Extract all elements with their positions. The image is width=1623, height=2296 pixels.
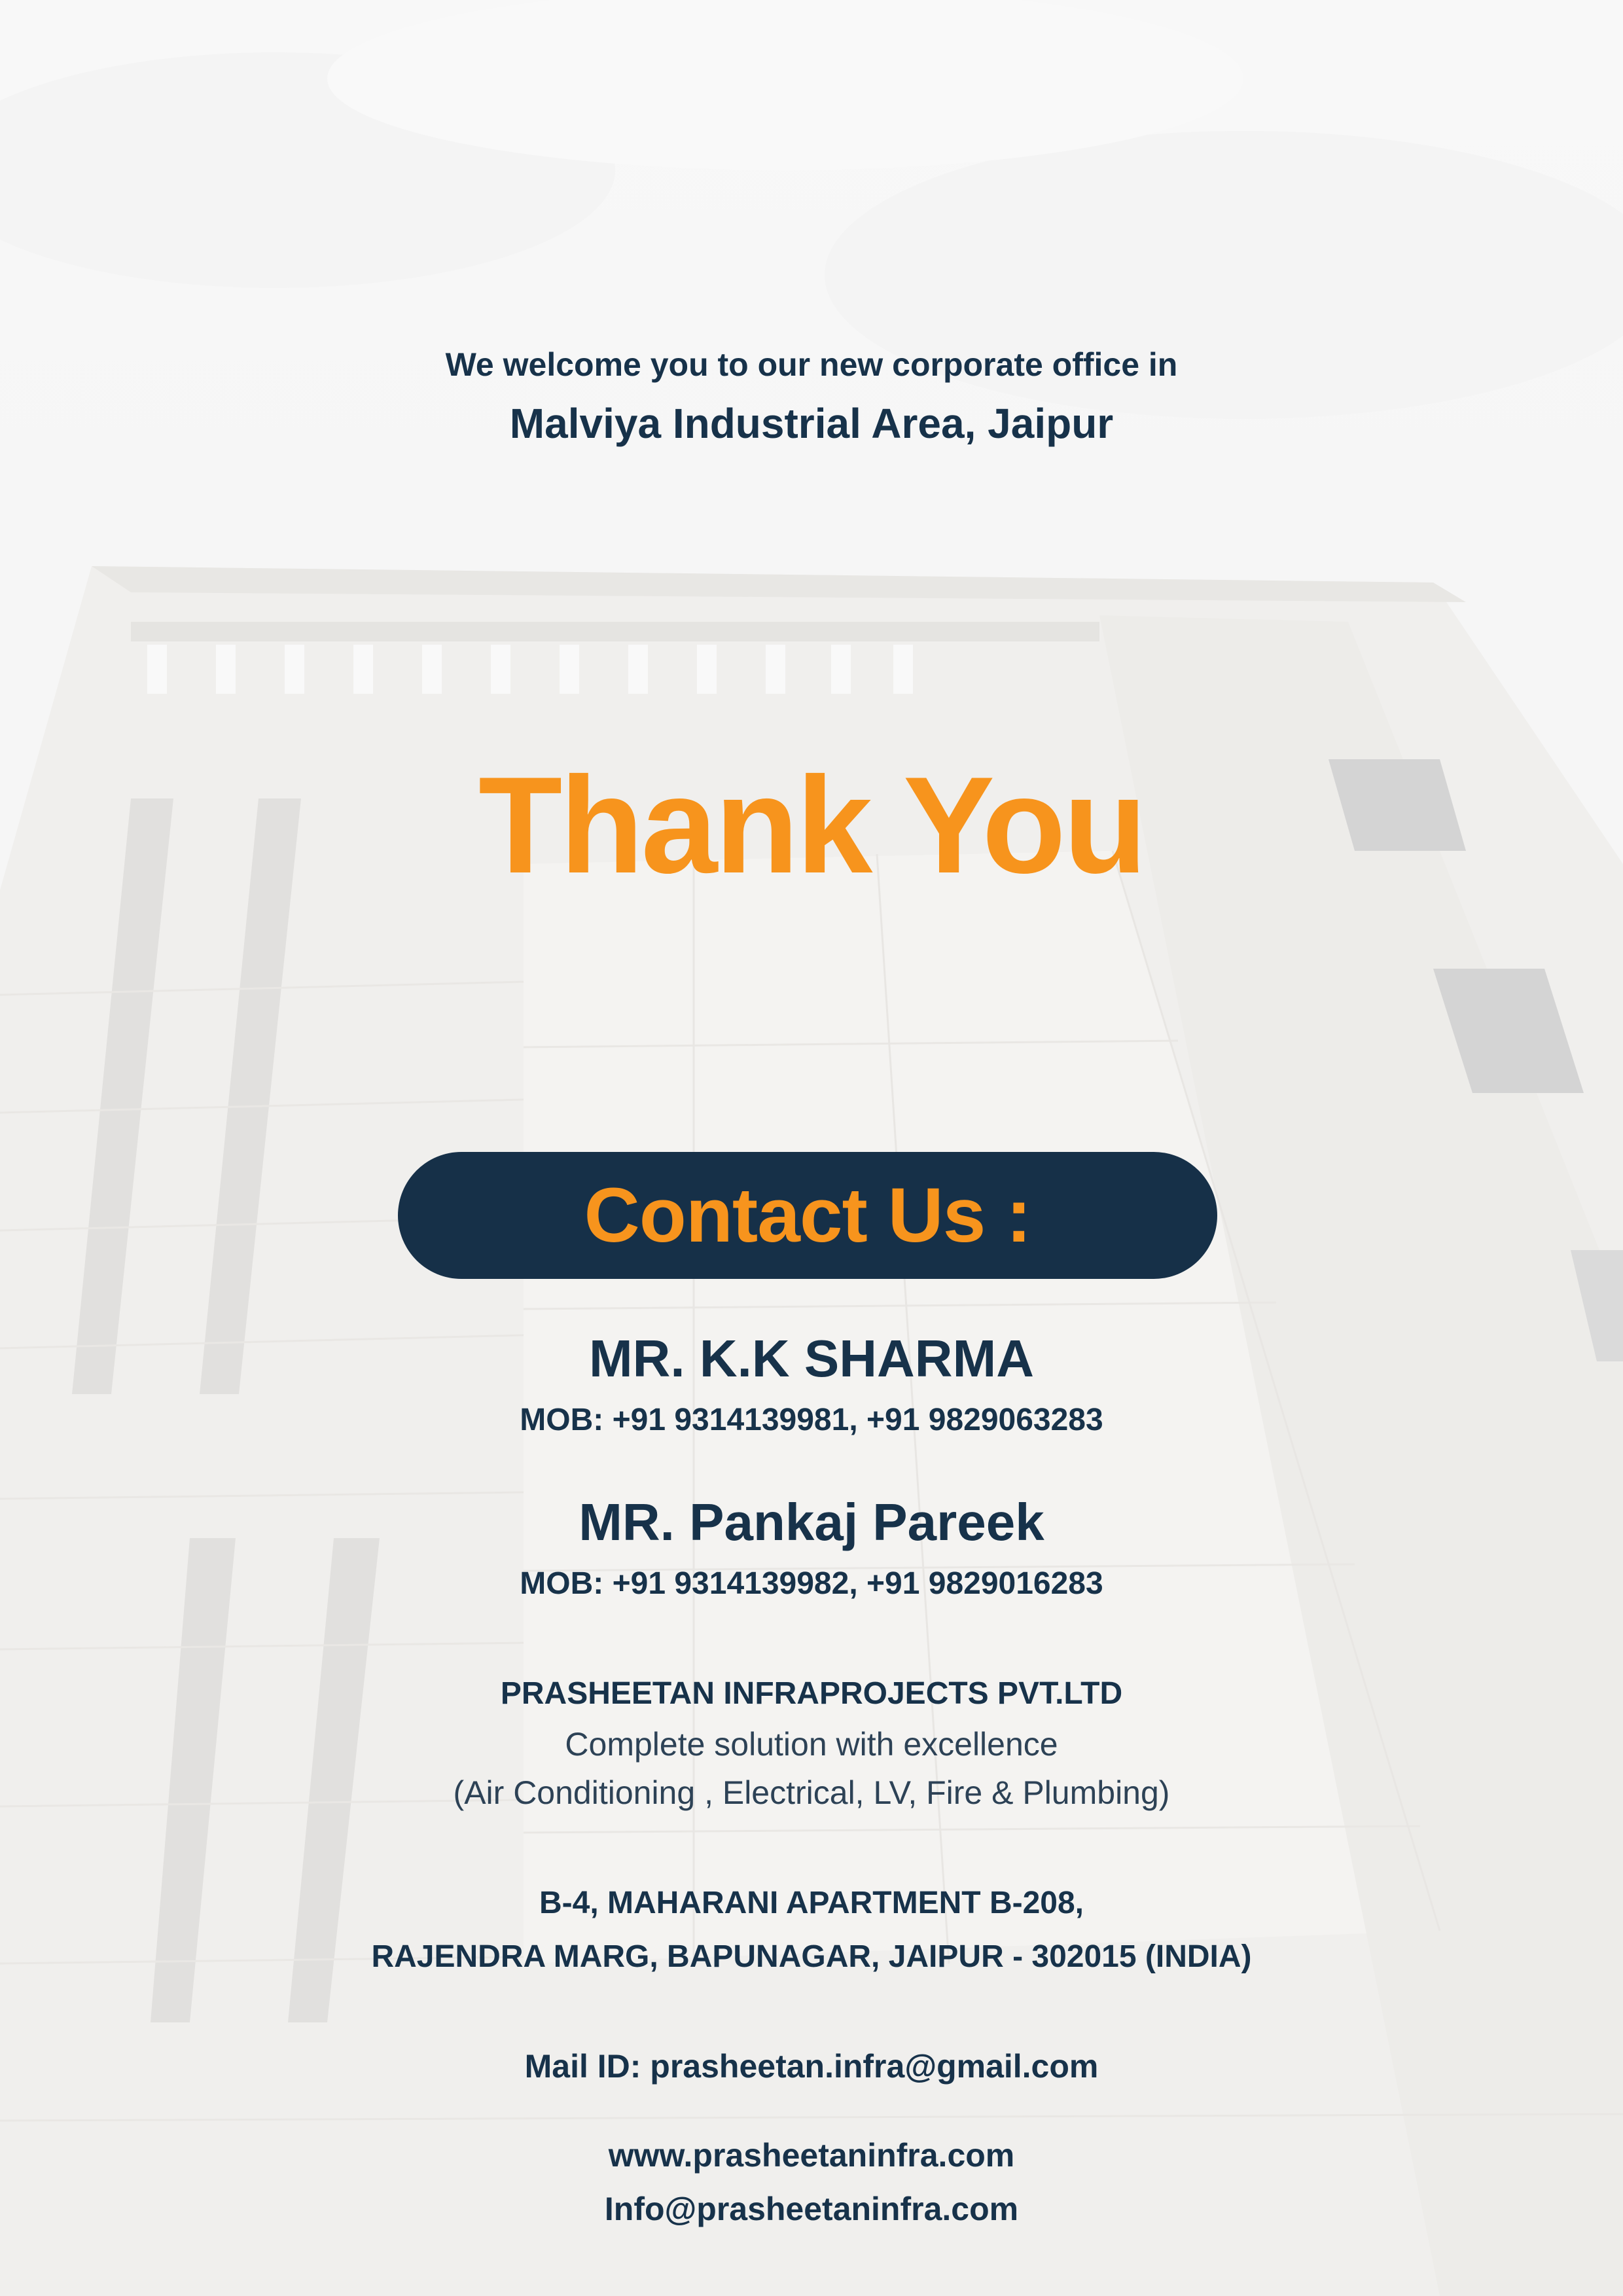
contact-mobile-2[interactable]: MOB: +91 9314139982, +91 9829016283 xyxy=(520,1566,1103,1601)
info-email-link[interactable]: Info@prasheetaninfra.com xyxy=(604,2191,1019,2227)
website-link[interactable]: www.prasheetaninfra.com xyxy=(608,2137,1015,2174)
contact-us-label: Contact Us : xyxy=(584,1172,1031,1259)
contact-mobile-1[interactable]: MOB: +91 9314139981, +91 9829063283 xyxy=(520,1403,1103,1437)
address-line-1: B-4, MAHARANI APARTMENT B-208, xyxy=(539,1886,1084,1920)
company-services: (Air Conditioning , Electrical, LV, Fire & Plumbing) xyxy=(453,1774,1170,1811)
contact-name-1: MR. K.K SHARMA xyxy=(589,1329,1034,1388)
contact-name-2: MR. Pankaj Pareek xyxy=(579,1493,1044,1551)
welcome-line: We welcome you to our new corporate office in xyxy=(445,346,1178,383)
thank-you-heading: Thank You xyxy=(478,748,1145,902)
mail-id[interactable]: Mail ID: prasheetan.infra@gmail.com xyxy=(524,2048,1099,2085)
company-tagline: Complete solution with excellence xyxy=(565,1726,1058,1763)
contact-us-banner xyxy=(398,1152,1217,1279)
location-line: Malviya Industrial Area, Jaipur xyxy=(509,400,1114,447)
address-line-2: RAJENDRA MARG, BAPUNAGAR, JAIPUR - 302015 (INDIA) xyxy=(371,1939,1252,1974)
company-name: PRASHEETAN INFRAPROJECTS PVT.LTD xyxy=(500,1676,1123,1711)
